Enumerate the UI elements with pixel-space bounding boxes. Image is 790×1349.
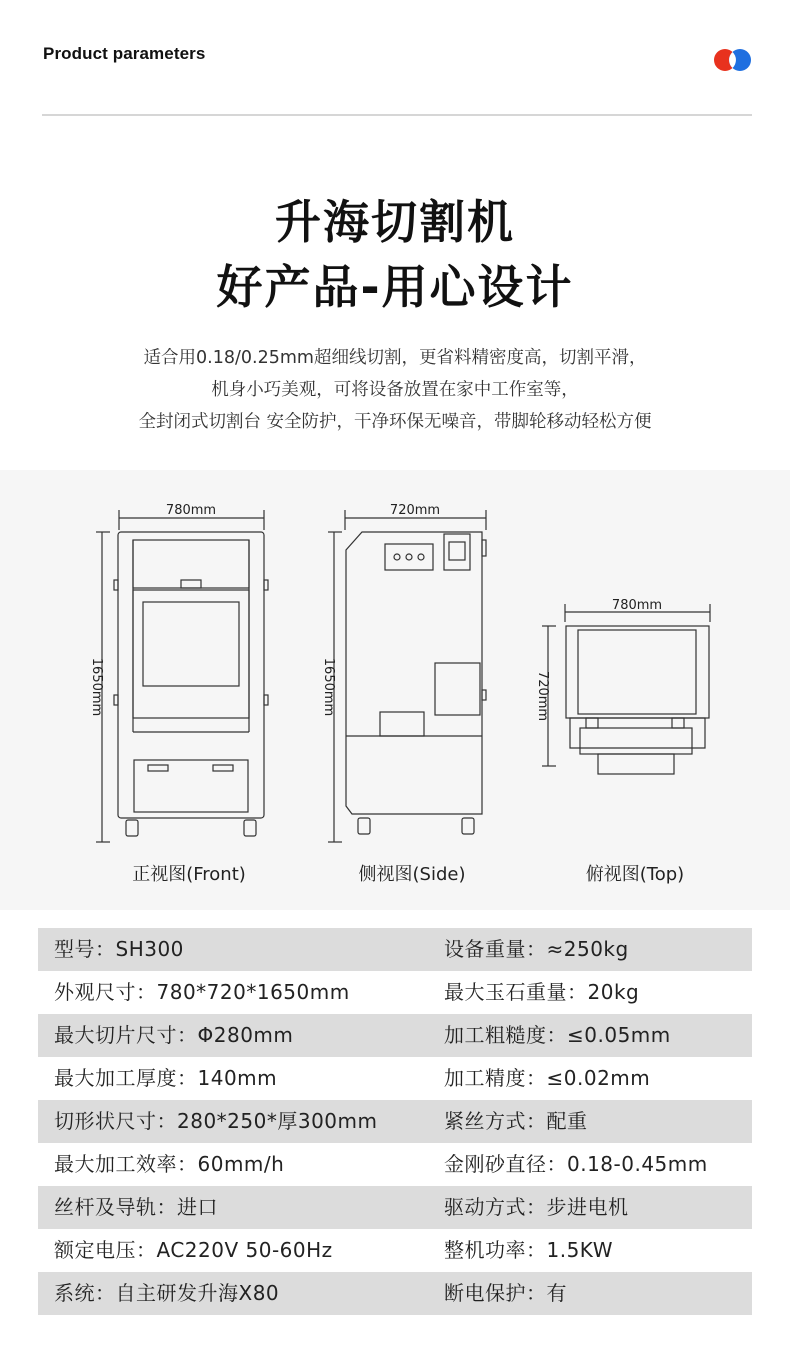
- description-line: 机身小巧美观，可将设备放置在家中工作室等，: [211, 380, 579, 400]
- spec-cell: 金刚砂直径：0.18-0.45mm: [444, 1152, 708, 1176]
- spec-cell: 切形状尺寸：280*250*厚300mm: [54, 1109, 378, 1133]
- front-width-label: 780mm: [165, 503, 217, 518]
- header-title: Product parameters: [43, 44, 206, 63]
- table-row: [38, 1014, 752, 1057]
- spec-cell: 最大玉石重量：20kg: [444, 980, 640, 1004]
- front-height-label: 1650mm: [89, 657, 104, 717]
- description-line: 全封闭式切割台 安全防护，干净环保无噪音，带脚轮移动轻松方便: [138, 412, 652, 432]
- description: [0, 342, 790, 438]
- top-width-label: 780mm: [611, 598, 663, 613]
- side-width-label: 720mm: [389, 503, 441, 518]
- header: [0, 0, 790, 120]
- front-view-drawing: [96, 510, 268, 842]
- spec-cell: 系统：自主研发升海X80: [54, 1281, 280, 1305]
- technical-drawings: [0, 470, 790, 910]
- spec-cell: 型号：SH300: [54, 937, 184, 961]
- spec-cell: 整机功率：1.5KW: [444, 1238, 613, 1262]
- top-view-drawing: [542, 604, 710, 774]
- table-row: [38, 1100, 752, 1143]
- front-view-caption: 正视图(Front): [132, 864, 246, 885]
- side-view-drawing: [328, 510, 486, 842]
- table-row: [38, 1186, 752, 1229]
- side-view-caption: 侧视图(Side): [358, 864, 466, 885]
- table-row: [38, 1057, 752, 1100]
- spec-cell: 最大加工效率：60mm/h: [54, 1152, 285, 1176]
- drawings-svg: [0, 470, 790, 910]
- spec-cell: 加工精度：≤0.02mm: [444, 1066, 651, 1090]
- spec-cell: 最大切片尺寸：Φ280mm: [54, 1023, 294, 1047]
- table-row: [38, 1272, 752, 1315]
- spec-cell: 额定电压：AC220V 50-60Hz: [54, 1238, 333, 1262]
- table-row: [38, 928, 752, 971]
- two-circle-logo-icon: [713, 48, 753, 72]
- headline-line2: 好产品-用心设计: [216, 260, 574, 314]
- top-view-caption: 俯视图(Top): [585, 864, 685, 885]
- table-row: [38, 1143, 752, 1186]
- top-depth-label: 720mm: [535, 670, 550, 722]
- table-row: [38, 971, 752, 1014]
- header-divider: [42, 114, 752, 116]
- spec-table: [38, 928, 752, 1315]
- description-line: 适合用0.18/0.25mm超细线切割，更省料精密度高，切割平滑，: [143, 348, 647, 368]
- spec-cell: 驱动方式：步进电机: [444, 1195, 629, 1219]
- spec-cell: 丝杆及导轨：进口: [54, 1195, 218, 1219]
- side-height-label: 1650mm: [321, 657, 336, 717]
- spec-cell: 最大加工厚度：140mm: [54, 1066, 278, 1090]
- spec-cell: 加工粗糙度：≤0.05mm: [444, 1023, 671, 1047]
- headline-line1: 升海切割机: [275, 195, 515, 249]
- spec-cell: 设备重量：≈250kg: [444, 937, 629, 961]
- spec-cell: 外观尺寸：780*720*1650mm: [54, 980, 350, 1004]
- spec-cell: 紧丝方式：配重: [444, 1109, 588, 1133]
- table-row: [38, 1229, 752, 1272]
- spec-cell: 断电保护：有: [444, 1281, 567, 1305]
